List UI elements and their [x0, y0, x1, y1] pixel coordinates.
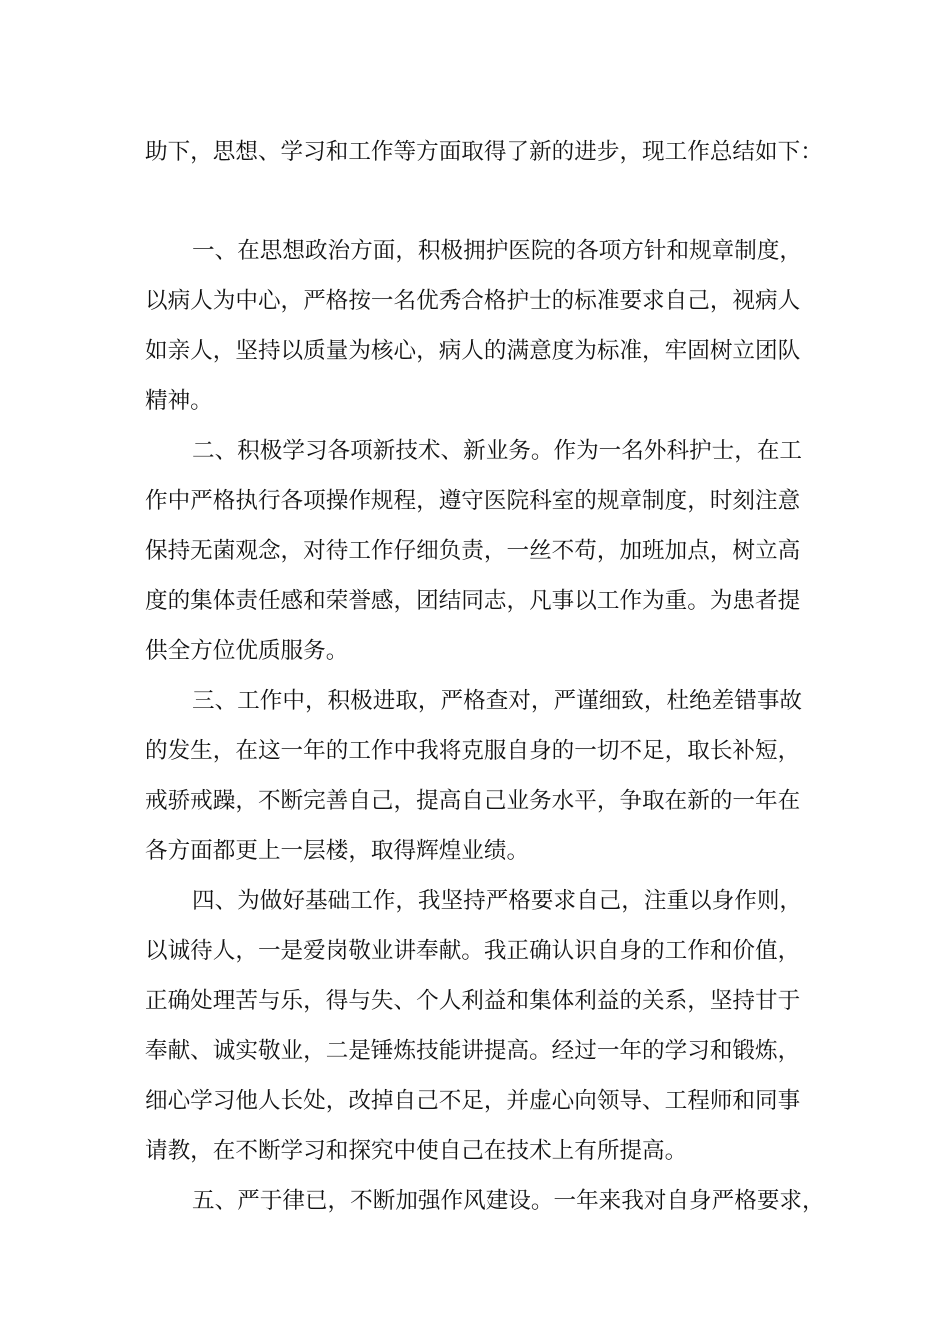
text-line: 如亲人，坚持以质量为核心，病人的满意度为标准，牢固树立团队: [145, 338, 801, 364]
text-line: 助下，思想、学习和工作等方面取得了新的进步，现工作总结如下：: [145, 139, 823, 165]
text-line: 以诚待人，一是爱岗敬业讲奉献。我正确认识自身的工作和价值，: [145, 938, 801, 964]
text-line: 度的集体责任感和荣誉感，团结同志，凡事以工作为重。为患者提: [145, 588, 801, 614]
text-line: 奉献、诚实敬业，二是锤炼技能讲提高。经过一年的学习和锻炼，: [145, 1038, 801, 1064]
text-line: 正确处理苦与乐，得与失、个人利益和集体利益的关系，坚持甘于: [145, 988, 801, 1014]
text-line: 戒骄戒躁，不断完善自己，提高自己业务水平，争取在新的一年在: [145, 788, 801, 814]
text-line: 以病人为中心，严格按一名优秀合格护士的标准要求自己，视病人: [145, 288, 801, 314]
text-line: 各方面都更上一层楼，取得辉煌业绩。: [145, 838, 530, 864]
text-line: 供全方位优质服务。: [145, 638, 349, 664]
text-line: 保持无菌观念，对待工作仔细负责，一丝不苟，加班加点，树立高: [145, 538, 801, 564]
text-line: 作中严格执行各项操作规程，遵守医院科室的规章制度，时刻注意: [145, 488, 801, 514]
text-line: 细心学习他人长处，改掉自己不足，并虚心向领导、工程师和同事: [145, 1088, 801, 1114]
text-line: 的发生，在这一年的工作中我将克服自身的一切不足，取长补短，: [145, 738, 801, 764]
body-paragraphs: [145, 226, 845, 1226]
text-line: 三、工作中，积极进取，严格查对，严谨细致，杜绝差错事故: [192, 688, 803, 714]
text-line: 四、为做好基础工作，我坚持严格要求自己，注重以身作则，: [192, 888, 803, 914]
text-line: 精神。: [145, 388, 213, 414]
text-line: 请教，在不断学习和探究中使自己在技术上有所提高。: [145, 1138, 688, 1164]
intro-paragraph: [145, 127, 845, 177]
text-line: 二、积极学习各项新技术、新业务。作为一名外科护士，在工: [192, 438, 803, 464]
text-line: 五、严于律已，不断加强作风建设。一年来我对自身严格要求，: [192, 1188, 825, 1214]
text-line: 一、在思想政治方面，积极拥护医院的各项方针和规章制度，: [192, 238, 803, 264]
